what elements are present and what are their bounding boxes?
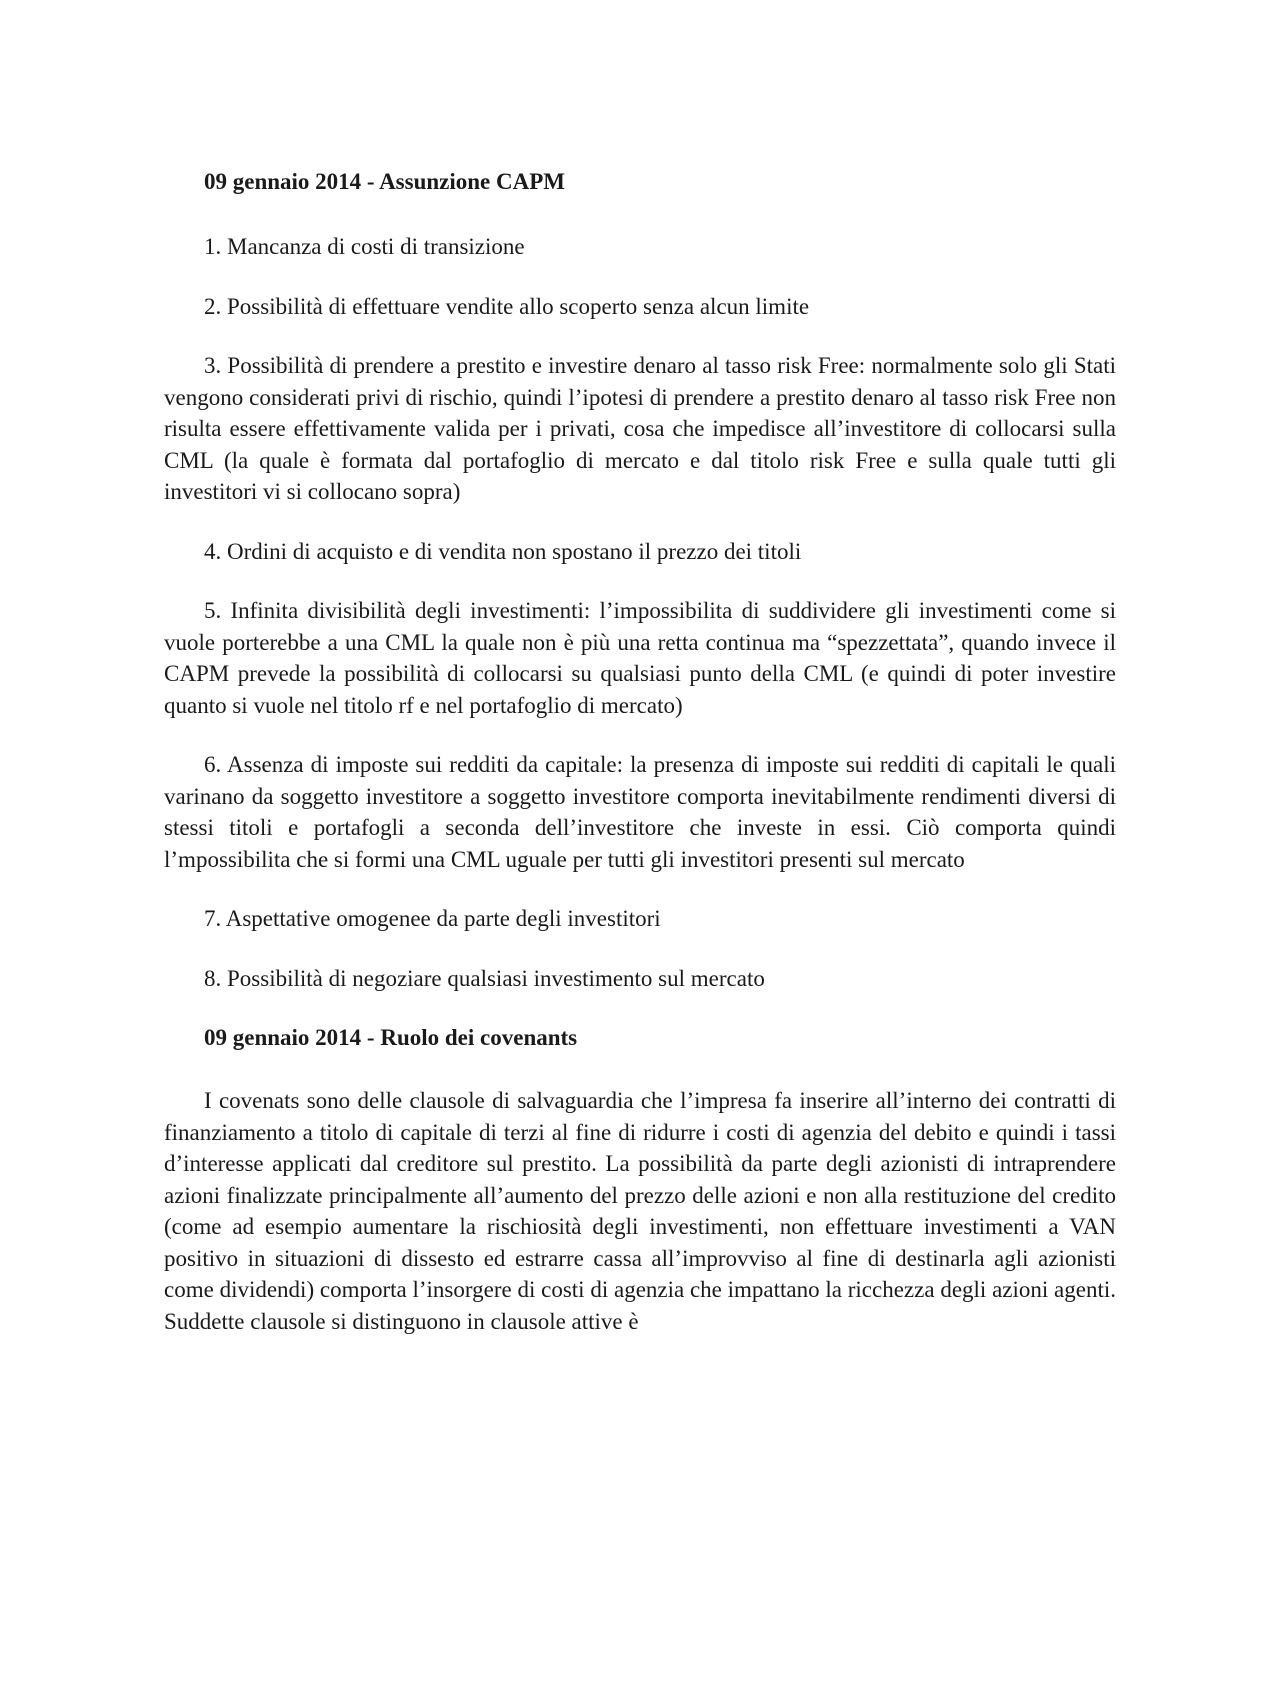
- capm-assumption-8: 8. Possibilità di negoziare qualsiasi investimento sul mercato: [204, 965, 765, 991]
- capm-assumption-3: 3. Possibilità di prendere a prestito e investire denaro al tasso risk Free: normalmente solo gli Stati vengono considerati privi di rischio, quindi l’ipotesi di prendere a prestito denaro al tasso risk Free non risulta essere effettivamente valida per i privati, cosa che impedisce all’investitore di collocarsi sulla CML (la quale è formata dal portafoglio di mercato e dal titolo risk Free e sulla quale tutti gli investitori vi si collocano sopra): [164, 353, 1116, 504]
- capm-assumption-2: 2. Possibilità di effettuare vendite allo scoperto senza alcun limite: [204, 293, 810, 319]
- capm-assumption-4: 4. Ordini di acquisto e di vendita non spostano il prezzo dei titoli: [204, 538, 802, 564]
- document-body: [164, 166, 1116, 1337]
- capm-assumption-6: 6. Assenza di imposte sui redditi da capitale: la presenza di imposte sui redditi di capitali le quali varinano da soggetto investitore a soggetto investitore comporta inevitabilmente rendimenti diversi di stessi titoli e portafogli a seconda dell’investitore che investe in essi. Ciò comporta quindi l’mpossibilita che si formi una CML uguale per tutti gli investitori presenti sul mercato: [164, 752, 1116, 872]
- section-heading-covenants: 09 gennaio 2014 - Ruolo dei covenants: [204, 1025, 578, 1050]
- capm-assumption-5: 5. Infinita divisibilità degli investimenti: l’impossibilita di suddividere gli investimenti come si vuole porterebbe a una CML la quale non è più una retta continua ma “spezzettata”, quando invece il CAPM prevede la possibilità di collocarsi su qualsiasi punto della CML (e quindi di poter investire quanto si vuole nel titolo rf e nel portafoglio di mercato): [164, 598, 1116, 718]
- capm-assumption-7: 7. Aspettative omogenee da parte degli investitori: [204, 906, 661, 931]
- covenants-paragraph: I covenats sono delle clausole di salvaguardia che l’impresa fa inserire all’interno dei contratti di finanziamento a titolo di capitale di terzi al fine di ridurre i costi di agenzia del debito e quindi i tassi d’interesse applicati dal creditore sul prestito. La possibilità da parte degli azionisti di intraprendere azioni finalizzate principalmente all’aumento del prezzo delle azioni e non alla restituzione del credito (come ad esempio aumentare la rischiosità degli investimenti, non effettuare investimenti a VAN positivo in situazioni di dissesto ed estrarre cassa all’improvviso al fine di destinarla agli azionisti come dividendi) comporta l’insorgere di costi di agenzia che impattano la ricchezza degli azioni agenti. Suddette clausole si distinguono in clausole attive è: [164, 1088, 1116, 1334]
- capm-assumption-1: 1. Mancanza di costi di transizione: [204, 234, 525, 259]
- section-heading-capm: 09 gennaio 2014 - Assunzione CAPM: [204, 169, 565, 194]
